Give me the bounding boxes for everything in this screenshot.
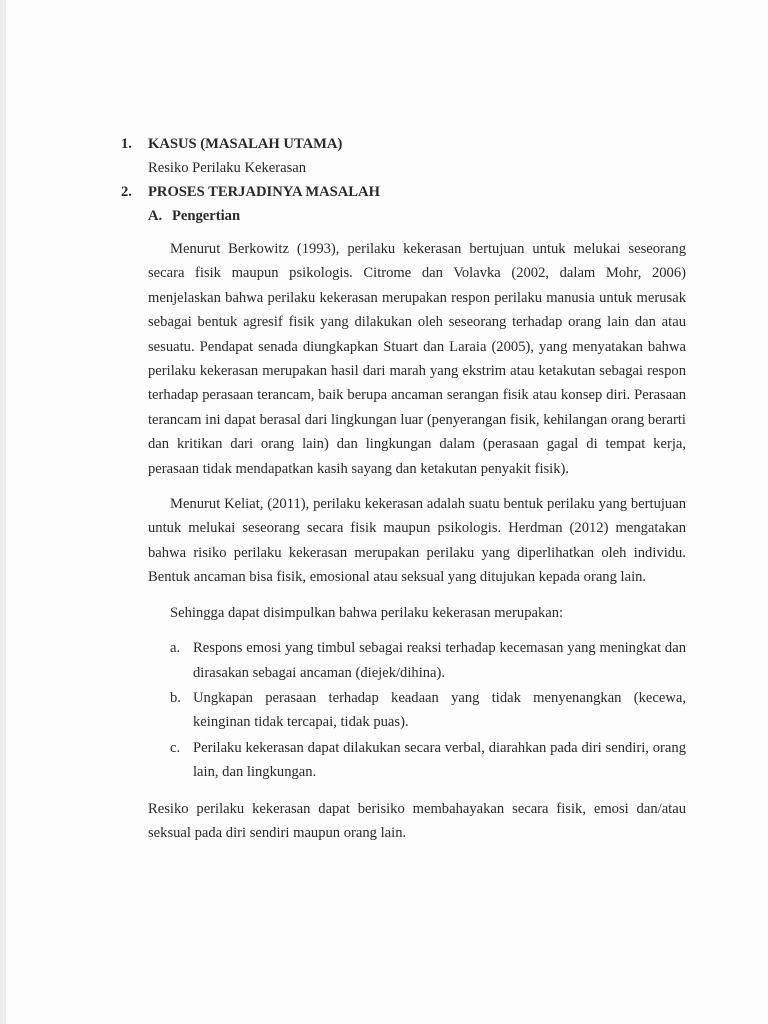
section-2-heading <box>121 180 686 204</box>
subsection-a-title: Pengertian <box>172 208 241 224</box>
list-item-text: Respons emosi yang timbul sebagai reaksi terhadap kecemasan yang meningkat dan dirasakan sebagai ancaman (diejek/dihina). <box>193 640 686 681</box>
paragraph-definition-2: Menurut Keliat, (2011), perilaku kekerasan adalah suatu bentuk perilaku yang bertujuan untuk melukai seseorang secara fisik maupun psikologis. Herdman (2012) mengatakan bahwa risiko perilaku kekerasan merupakan perilaku yang diperlihatkan oleh individu. Bentuk ancaman bisa fisik, emosional atau seksual yang ditujukan kepada orang lain. <box>148 496 686 586</box>
list-marker: c. <box>170 739 181 756</box>
subsection-a-letter: A. <box>148 208 163 224</box>
list-marker: a. <box>170 640 181 657</box>
list-item <box>121 736 686 785</box>
section-1-title: KASUS (MASALAH UTAMA) <box>148 136 343 152</box>
paragraph-definition-1: Menurut Berkowitz (1993), perilaku kekerasan bertujuan untuk melukai seseorang secara fisik maupun psikologis. Citrome dan Volavka (2002, dalam Mohr, 2006) menjelaskan bahwa perilaku kekerasan merupakan respon perilaku manusia untuk merusak sebagai bentuk agresif fisik yang dilakukan oleh seseorang terhadap orang lain dan atau sesuatu. Pendapat senada diungkapkan Stuart dan Laraia (2005), yang menyatakan bahwa perilaku kekerasan merupakan hasil dari marah yang ekstrim atau ketakutan sebagai respon terhadap perasaan terancam, baik berupa ancaman serangan fisik atau konsep diri. Perasaan terancam ini dapat berasal dari lingkungan luar (penyerangan fisik, kehilangan orang berarti dan kritikan dari orang lain) dan lingkungan dalam (perasaan gagal di tempat kerja, perasaan tidak mendapatkan kasih sayang dan ketakutan penyakit fisik). <box>148 241 686 477</box>
list-item <box>121 686 686 735</box>
section-1-heading <box>121 132 686 156</box>
subsection-a-heading <box>121 204 686 228</box>
section-2-title: PROSES TERJADINYA MASALAH <box>148 184 380 200</box>
document-content <box>121 132 686 845</box>
list-item-text: Perilaku kekerasan dapat dilakukan secara verbal, diarahkan pada diri sendiri, orang lain, dan lingkungan. <box>193 739 686 781</box>
summary-intro: Sehingga dapat disimpulkan bahwa perilaku kekerasan merupakan: <box>170 604 564 621</box>
conclusion-list <box>121 636 686 784</box>
section-2-number: 2. <box>121 184 132 200</box>
section-1-number: 1. <box>121 136 132 152</box>
list-item-text: Ungkapan perasaan terhadap keadaan yang tidak menyenangkan (kecewa, keinginan tidak tercapai, tidak puas). <box>193 689 686 731</box>
list-marker: b. <box>170 689 181 706</box>
list-item <box>121 636 686 685</box>
section-1-subtitle: Resiko Perilaku Kekerasan <box>148 160 307 176</box>
closing-paragraph: Resiko perilaku kekerasan dapat berisiko membahayakan secara fisik, emosi dan/atau seksual pada diri sendiri maupun orang lain. <box>148 800 686 841</box>
